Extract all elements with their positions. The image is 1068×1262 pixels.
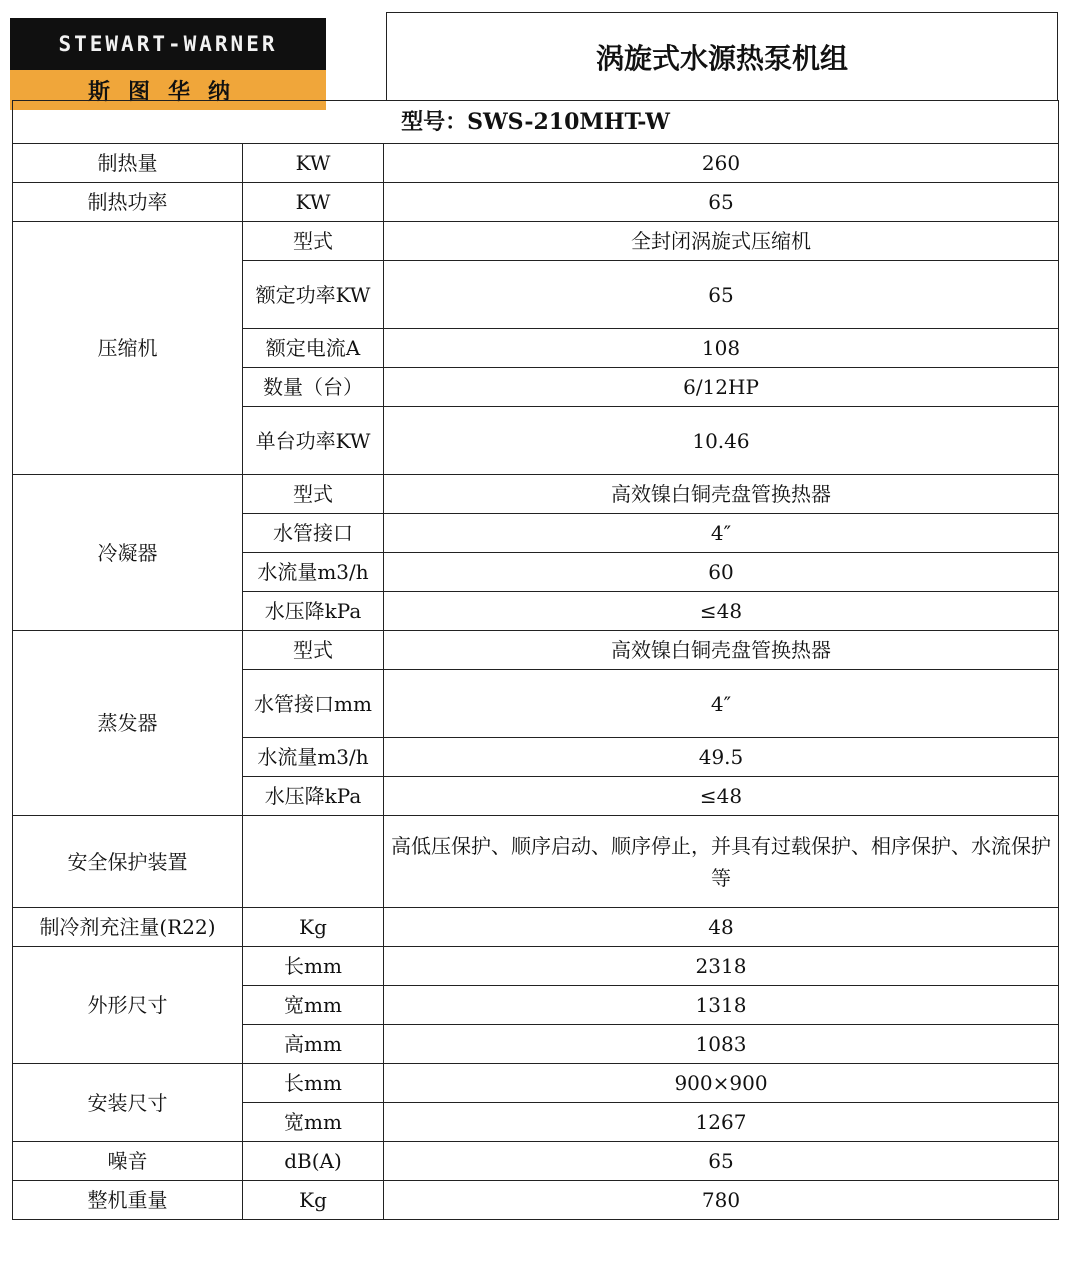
group-label-dimensions: 外形尺寸	[13, 947, 243, 1064]
row-value: 高效镍白铜壳盘管换热器	[384, 475, 1059, 514]
table-row	[13, 631, 1059, 670]
row-value: 49.5	[384, 738, 1059, 777]
row-value: 900×900	[384, 1064, 1059, 1103]
row-value: 60	[384, 553, 1059, 592]
row-value: ≤48	[384, 777, 1059, 816]
row-unit: KW	[243, 144, 384, 183]
table-row	[13, 183, 1059, 222]
group-label-condenser: 冷凝器	[13, 475, 243, 631]
row-value: 65	[384, 183, 1059, 222]
row-label: 型式	[243, 475, 384, 514]
document-title: 涡旋式水源热泵机组	[386, 12, 1058, 100]
row-label: 额定功率KW	[243, 261, 384, 329]
row-label: 型式	[243, 631, 384, 670]
row-label: 水压降kPa	[243, 592, 384, 631]
row-unit: Kg	[243, 1181, 384, 1220]
row-value: 260	[384, 144, 1059, 183]
row-value: 2318	[384, 947, 1059, 986]
table-row	[13, 1064, 1059, 1103]
row-label: 型式	[243, 222, 384, 261]
row-label: 数量（台）	[243, 368, 384, 407]
model-number: 型号：SWS-210MHT-W	[13, 101, 1059, 144]
row-value: 全封闭涡旋式压缩机	[384, 222, 1059, 261]
row-value: 4″	[384, 670, 1059, 738]
row-label: 宽mm	[243, 986, 384, 1025]
group-label-evaporator: 蒸发器	[13, 631, 243, 816]
table-row	[13, 222, 1059, 261]
row-value: 高低压保护、顺序启动、顺序停止，并具有过载保护、相序保护、水流保护等	[384, 816, 1059, 908]
row-value: 48	[384, 908, 1059, 947]
row-label: 安全保护装置	[13, 816, 243, 908]
table-row	[13, 144, 1059, 183]
row-label: 高mm	[243, 1025, 384, 1064]
row-value: 高效镍白铜壳盘管换热器	[384, 631, 1059, 670]
row-label: 水管接口	[243, 514, 384, 553]
logo-english-name: STEWART-WARNER	[10, 18, 326, 70]
row-label: 额定电流A	[243, 329, 384, 368]
row-unit: Kg	[243, 908, 384, 947]
row-value: ≤48	[384, 592, 1059, 631]
row-value: 1083	[384, 1025, 1059, 1064]
row-value: 10.46	[384, 407, 1059, 475]
row-value: 1267	[384, 1103, 1059, 1142]
table-row	[13, 1142, 1059, 1181]
row-label: 制冷剂充注量(R22)	[13, 908, 243, 947]
row-unit	[243, 816, 384, 908]
spec-table	[12, 100, 1059, 1220]
row-label: 噪音	[13, 1142, 243, 1181]
logo-chinese-name: 斯图华纳	[10, 70, 326, 110]
row-value: 780	[384, 1181, 1059, 1220]
row-label: 单台功率KW	[243, 407, 384, 475]
table-row	[13, 1181, 1059, 1220]
brand-logo	[10, 10, 328, 105]
row-value: 6/12HP	[384, 368, 1059, 407]
group-label-compressor: 压缩机	[13, 222, 243, 475]
row-value: 108	[384, 329, 1059, 368]
row-value: 65	[384, 1142, 1059, 1181]
table-row	[13, 947, 1059, 986]
model-row	[13, 101, 1059, 144]
row-unit: dB(A)	[243, 1142, 384, 1181]
row-label: 长mm	[243, 1064, 384, 1103]
row-value: 4″	[384, 514, 1059, 553]
group-label-install: 安装尺寸	[13, 1064, 243, 1142]
row-label: 宽mm	[243, 1103, 384, 1142]
row-value: 65	[384, 261, 1059, 329]
row-label: 水管接口mm	[243, 670, 384, 738]
table-row	[13, 908, 1059, 947]
row-label: 水压降kPa	[243, 777, 384, 816]
table-row	[13, 475, 1059, 514]
row-unit: KW	[243, 183, 384, 222]
row-label: 水流量m3/h	[243, 553, 384, 592]
row-label: 制热量	[13, 144, 243, 183]
row-label: 长mm	[243, 947, 384, 986]
row-value: 1318	[384, 986, 1059, 1025]
row-label: 整机重量	[13, 1181, 243, 1220]
table-row	[13, 816, 1059, 908]
row-label: 制热功率	[13, 183, 243, 222]
row-label: 水流量m3/h	[243, 738, 384, 777]
